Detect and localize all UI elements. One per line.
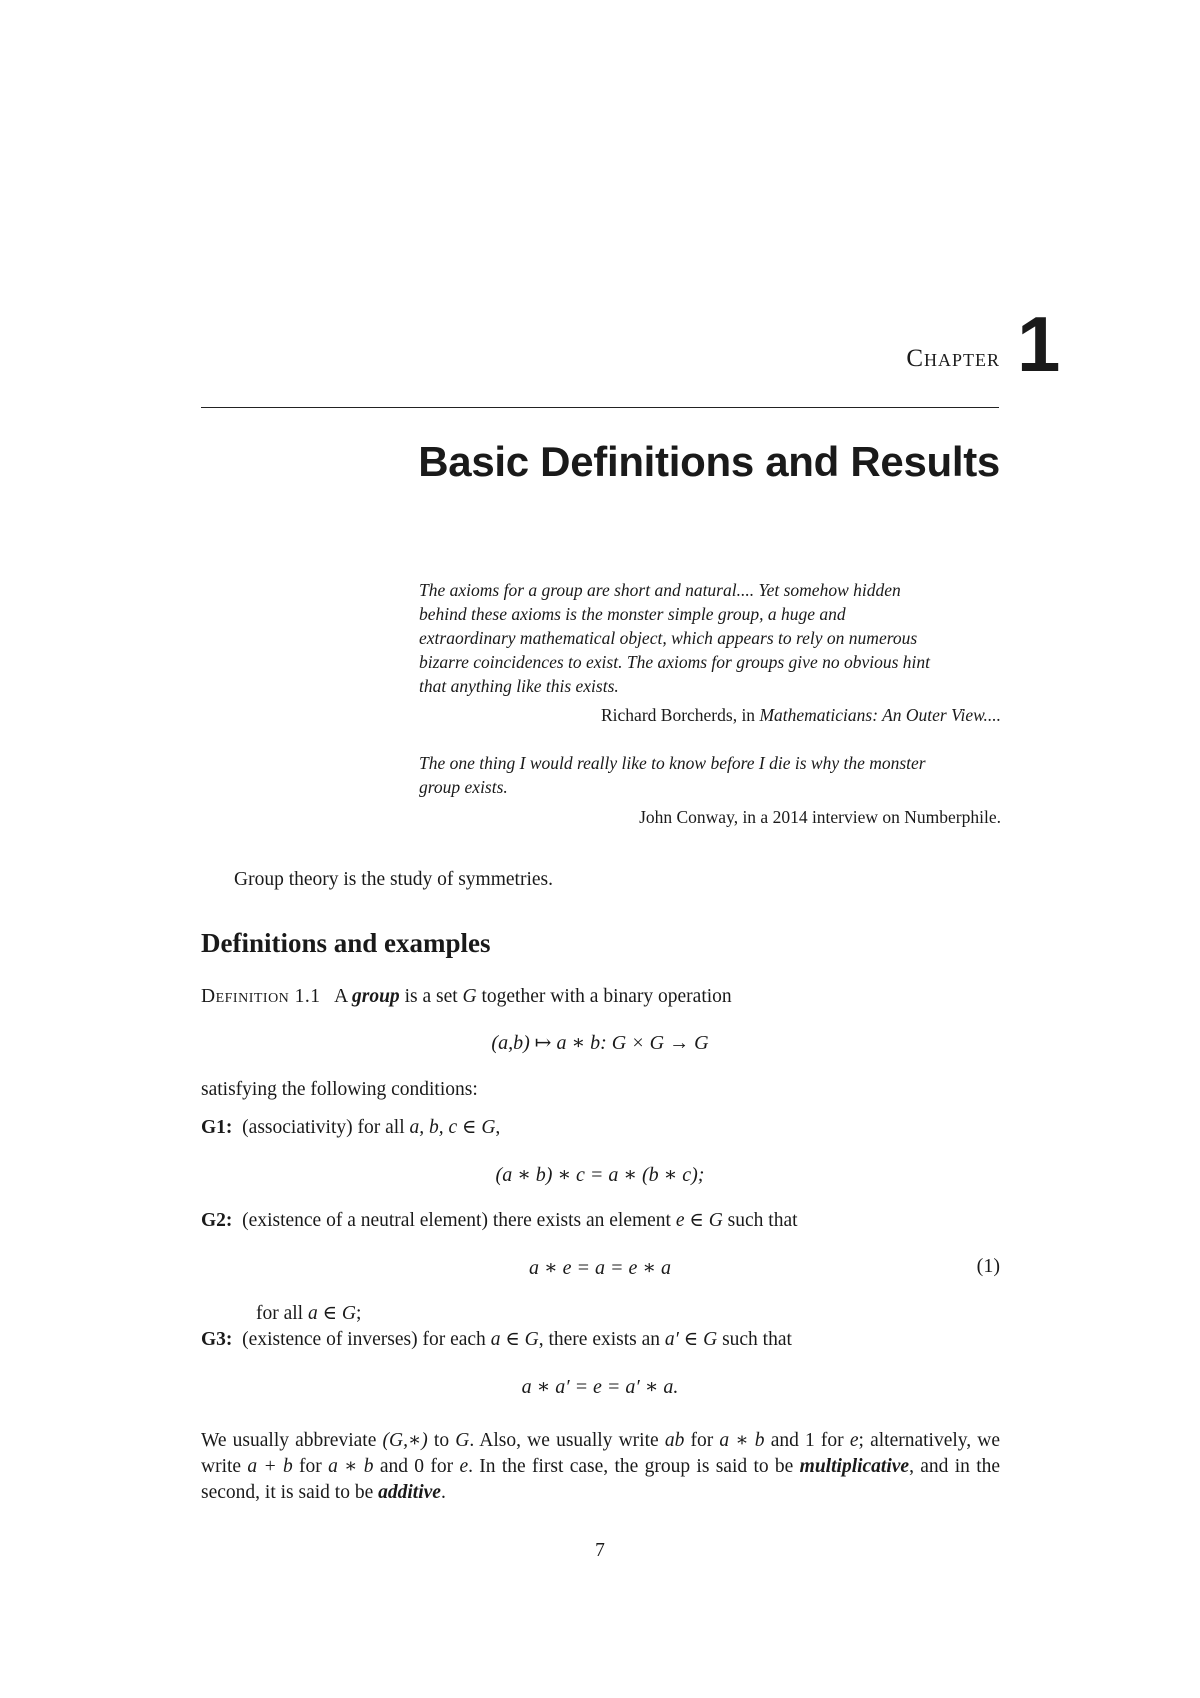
defined-term: multiplicative: [799, 1456, 910, 1477]
intro-sentence: Group theory is the study of symmetries.: [234, 869, 553, 890]
epigraph-2-line: group exists.: [419, 777, 508, 797]
definition-statement: [201, 984, 732, 1010]
section-heading: Definitions and examples: [201, 928, 491, 958]
math-inline: ab: [664, 1430, 685, 1451]
epigraph-2-text: [419, 751, 1001, 799]
axiom-g3: [201, 1327, 792, 1353]
display-equation-inverse: a ∗ a′ = e = a′ ∗ a.: [521, 1376, 679, 1398]
epigraph-1-line: behind these axioms is the monster simple group, a huge and: [419, 604, 846, 624]
text-run: .: [440, 1482, 446, 1503]
axiom-text: (existence of inverses) for each: [242, 1329, 486, 1350]
axiom-tail: ,: [495, 1117, 501, 1138]
chapter-title: Basic Definitions and Results: [418, 438, 1000, 485]
math-inline: a ∈ G: [490, 1329, 539, 1350]
axiom-text: (existence of a neutral element) there exists an element: [242, 1210, 671, 1231]
axiom-text: , there exists an: [538, 1329, 661, 1350]
header-rule: [201, 407, 999, 408]
epigraph-2-line: The one thing I would really like to know before I die is why the monster: [419, 753, 926, 773]
math-inline: a, b, c ∈ G: [409, 1117, 496, 1138]
math-inline: a ∗ b: [719, 1430, 765, 1451]
chapter-number: 1: [1017, 300, 1061, 388]
equation-number: (1): [976, 1255, 1000, 1277]
math-inline: e: [849, 1430, 859, 1451]
epigraph-2-attribution: John Conway, in a 2014 interview on Numberphile.: [639, 807, 1001, 827]
display-equation-associativity: (a ∗ b) ∗ c = a ∗ (b ∗ c);: [495, 1164, 705, 1186]
attribution-work: Mathematicians: An Outer View....: [759, 705, 1001, 725]
epigraph-1-line: The axioms for a group are short and natural.... Yet somehow hidden: [419, 580, 901, 600]
axiom-label: G3:: [201, 1329, 233, 1350]
math-inline: a′ ∈ G: [664, 1329, 718, 1350]
axiom-text: for all: [256, 1303, 304, 1324]
axiom-tail: such that: [722, 1329, 792, 1350]
text-run: and 0 for: [379, 1456, 454, 1477]
defined-term: additive: [378, 1482, 441, 1503]
epigraph-1-attribution: [601, 703, 1001, 727]
math-inline: a ∈ G: [307, 1303, 357, 1324]
definition-term: group: [352, 986, 400, 1007]
text-run: We usually abbreviate: [201, 1430, 377, 1451]
definition-text: is a set: [404, 986, 458, 1007]
display-equation-map: (a,b) ↦ a ∗ b: G × G → G: [491, 1032, 709, 1054]
math-inline: (G,∗): [382, 1430, 428, 1451]
axiom-g1: [201, 1115, 500, 1141]
math-inline: e ∈ G: [675, 1210, 723, 1231]
math-inline: e: [459, 1456, 469, 1477]
definition-text: together with a binary operation: [481, 986, 732, 1007]
text-run: . In the first case, the group is said to be: [468, 1456, 794, 1477]
text-run: for: [299, 1456, 322, 1477]
definition-label: Definition 1.1: [201, 986, 321, 1007]
axiom-text: (associativity) for all: [242, 1117, 405, 1138]
text-run: and 1 for: [770, 1430, 844, 1451]
epigraph-1-line: that anything like this exists.: [419, 676, 619, 696]
axiom-tail: such that: [727, 1210, 798, 1231]
text-run: , and in the second, it is said to be: [201, 1456, 1001, 1503]
axiom-g2-continuation: [256, 1301, 361, 1327]
epigraph-1-line: extraordinary mathematical object, which appears to rely on numerous: [419, 628, 918, 648]
math-inline: a + b: [247, 1456, 293, 1477]
text-run: . Also, we usually write: [469, 1430, 659, 1451]
math-inline: G: [455, 1430, 470, 1451]
text-run: to: [433, 1430, 450, 1451]
axiom-g2: [201, 1208, 798, 1234]
page-number: 7: [595, 1540, 605, 1561]
definition-lead: A: [334, 986, 348, 1007]
math-inline: a ∗ b: [328, 1456, 374, 1477]
conditions-intro: satisfying the following conditions:: [201, 1079, 478, 1100]
closing-paragraph: [201, 1428, 1000, 1506]
axiom-tail: ;: [356, 1303, 362, 1324]
display-equation-neutral: a ∗ e = a = e ∗ a: [529, 1257, 671, 1279]
text-run: for: [690, 1430, 714, 1451]
text-run: ; alternatively, we write: [201, 1430, 1001, 1477]
attribution-author: Richard Borcherds, in: [601, 705, 760, 725]
chapter-label: Chapter: [906, 345, 1000, 372]
epigraph-1-text: [419, 578, 1001, 698]
math-symbol: G: [462, 986, 477, 1007]
epigraph-1-line: bizarre coincidences to exist. The axioms for groups give no obvious hint: [419, 652, 930, 672]
axiom-label: G1:: [201, 1117, 233, 1138]
axiom-label: G2:: [201, 1210, 233, 1231]
